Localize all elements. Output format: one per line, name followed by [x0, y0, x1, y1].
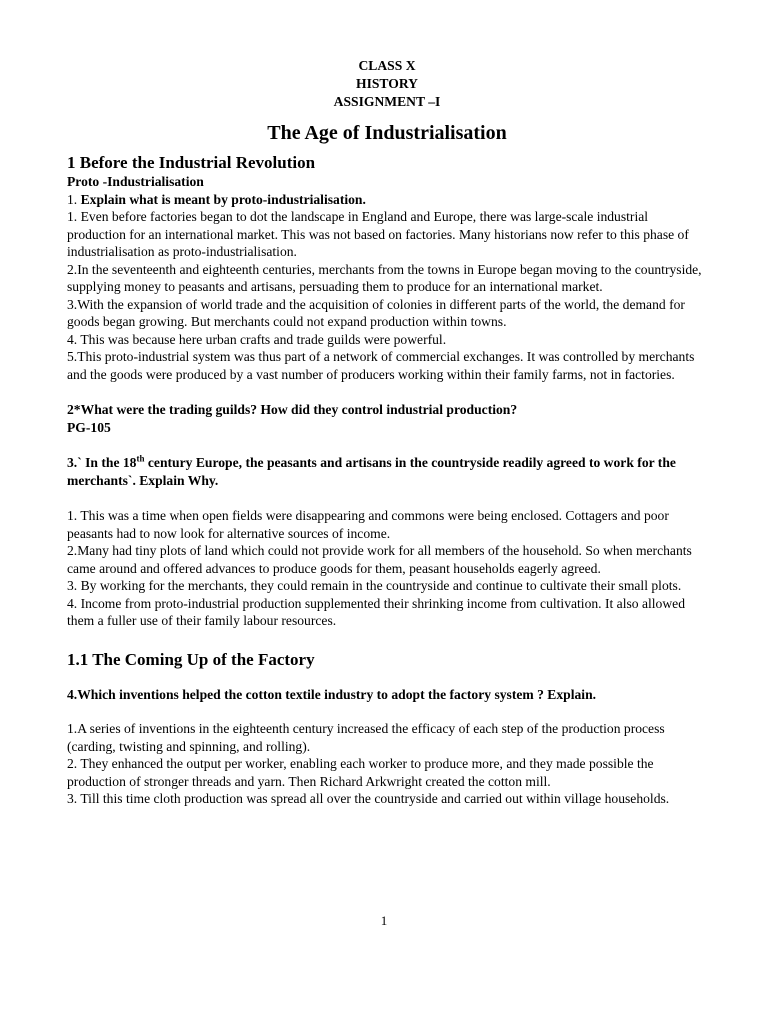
- answer-3-point-4: 4. Income from proto-industrial production supplemented their shrinking income from cultivation. It also allowed them a fuller use of their family labour resources.: [67, 595, 685, 628]
- question-1: [67, 191, 707, 209]
- question-1-number: 1.: [67, 191, 78, 207]
- answer-1-point-3: 3.With the expansion of world trade and the acquisition of colonies in different parts of the world, the demand for goods began growing. But merchants could not expand production within towns.: [67, 296, 685, 329]
- subject-label: HISTORY: [356, 76, 418, 91]
- page-number: 1: [380, 913, 388, 928]
- answer-1-point-1: 1. Even before factories began to dot the landscape in England and Europe, there was large-scale industrial production for an international market. This was not based on factories. Many historians now refer to this phase of industrialisation as proto-industrialisation.: [67, 209, 689, 259]
- answer-4-point-2: 2. They enhanced the output per worker, enabling each worker to produce more, and they made possible the production of stronger threads and yarn. Then Richard Arkwright created the cotton mill.: [67, 756, 654, 789]
- question-2-page-reference: PG-105: [67, 419, 111, 435]
- answer-1-point-4: 4. This was because here urban crafts and trade guilds were powerful.: [67, 331, 447, 347]
- document-content: [67, 0, 707, 808]
- question-1-text: Explain what is meant by proto-industrialisation.: [80, 191, 366, 207]
- question-4: 4.Which inventions helped the cotton textile industry to adopt the factory system ? Explain.: [67, 686, 597, 702]
- question-3: [67, 454, 707, 489]
- subheading-proto-industrialisation: Proto -Industrialisation: [67, 174, 204, 189]
- answer-4-point-3: 3. Till this time cloth production was spread all over the countryside and carried out within village households.: [67, 791, 670, 806]
- answer-1-point-2: 2.In the seventeenth and eighteenth centuries, merchants from the towns in Europe began moving to the countryside, supplying money to peasants and artisans, persuading them to produce for an international market.: [67, 261, 702, 294]
- question-3-superscript: th: [136, 453, 145, 464]
- document-header: [67, 57, 707, 111]
- class-label: CLASS X: [358, 58, 416, 73]
- question-2: 2*What were the trading guilds? How did they control industrial production?: [67, 402, 518, 417]
- answer-1-point-5: 5.This proto-industrial system was thus part of a network of commercial exchanges. It was controlled by merchants and the goods were produced by a vast number of producers working within their family farms, not in factories.: [67, 349, 695, 382]
- assignment-label: ASSIGNMENT –I: [333, 94, 441, 109]
- section-heading-coming-up-of-factory: 1.1 The Coming Up of the Factory: [67, 649, 315, 669]
- section-heading-before-industrial-revolution: 1 Before the Industrial Revolution: [67, 153, 316, 172]
- question-3-part-2: century Europe, the peasants and artisans in the countryside readily agreed to work for the merchants`. Explain Why.: [67, 455, 676, 488]
- answer-3-point-2: 2.Many had tiny plots of land which could not provide work for all members of the household. So when merchants came around and offered advances to produce goods for them, peasant households eagerly agreed.: [67, 543, 692, 576]
- document-title: The Age of Industrialisation: [267, 122, 507, 144]
- answer-3-point-1: 1. This was a time when open fields were disappearing and commons were being enclosed. Cottagers and poor peasants had to now look for alternative sources of income.: [67, 508, 669, 541]
- answer-3-point-3: 3. By working for the merchants, they could remain in the countryside and continue to cultivate their small plots.: [67, 578, 682, 593]
- question-3-part-1: 3.` In the 18: [67, 455, 137, 470]
- answer-4-point-1: 1.A series of inventions in the eighteenth century increased the efficacy of each step of the production process (carding, twisting and spinning, and rolling).: [67, 721, 665, 754]
